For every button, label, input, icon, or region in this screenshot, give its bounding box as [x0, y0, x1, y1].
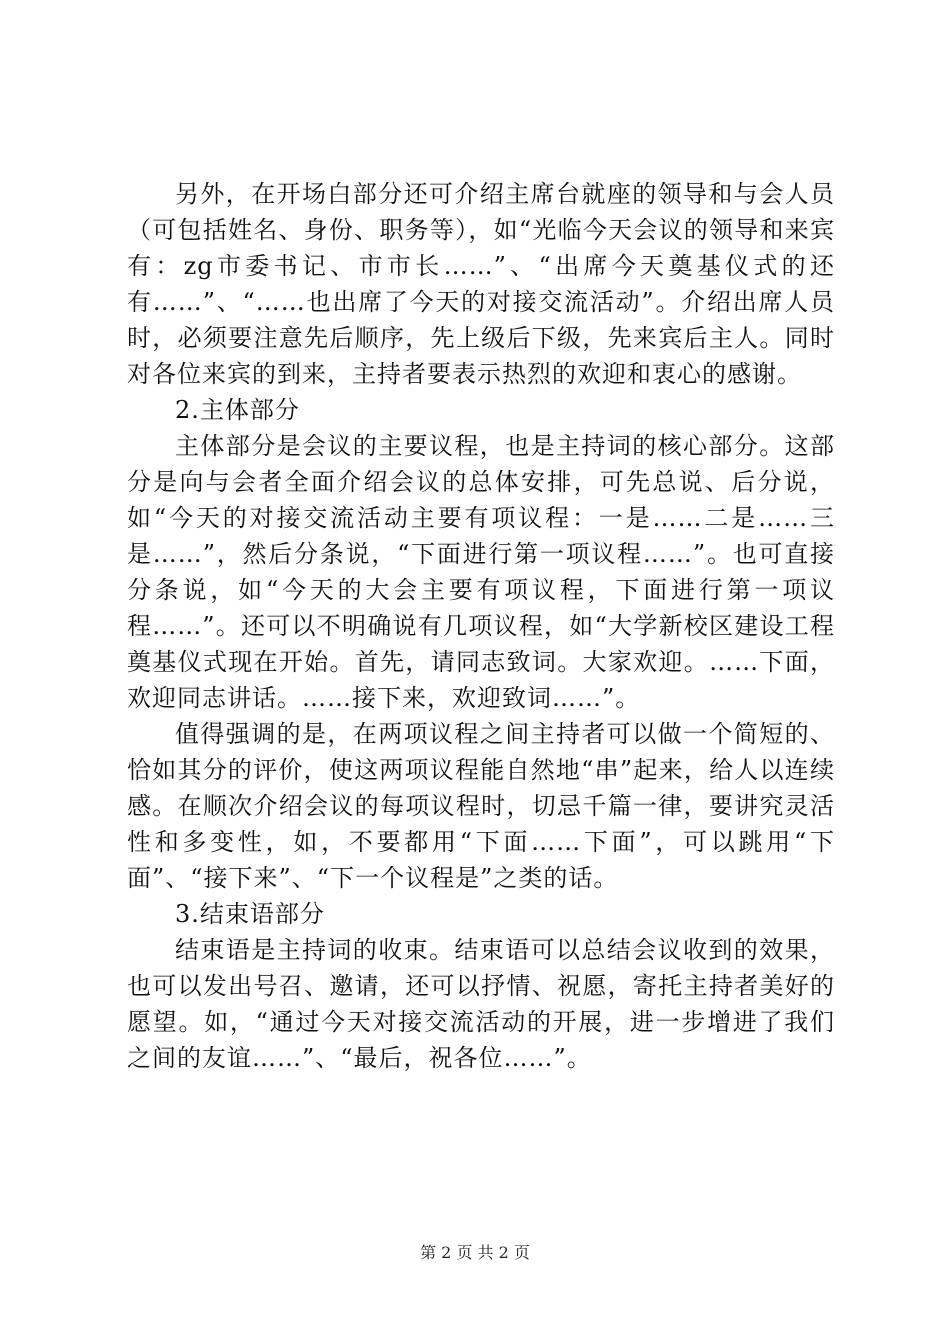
section-heading-closing: 3.结束语部分 [175, 900, 325, 928]
section-heading-main-body: 2.主体部分 [175, 396, 300, 424]
paragraph-main-body: 主体部分是会议的主要议程，也是主持词的核心部分。这部分是向与会者全面介绍会议的总体安排，可先总说、后分说，如“今天的对接交流活动主要有项议程：一是……二是……三是……”，然后分条说，“下面进行第一项议程……”。也可直接分条说，如“今天的大会主要有项议程，下面进行第一项议程……”。还可以不明确说有几项议程，如“大学新校区建设工程奠基仪式现在开始。首先，请同志致词。大家欢迎。……下面，欢迎同志讲话。……接下来，欢迎致词……”。 [127, 432, 835, 712]
paragraph-transitions: 值得强调的是，在两项议程之间主持者可以做一个简短的、恰如其分的评价，使这两项议程能自然地“串”起来，给人以连续感。在顺次介绍会议的每项议程时，切忌千篇一律，要讲究灵活性和多变性，如，不要都用“下面……下面”，可以跳用“下面”、“接下来”、“下一个议程是”之类的话。 [127, 720, 835, 892]
page-number-footer: 第 2 页 共 2 页 [420, 1243, 530, 1262]
document-body [127, 176, 835, 1076]
paragraph-closing: 结束语是主持词的收束。结束语可以总结会议收到的效果，也可以发出号召、邀请，还可以抒情、祝愿，寄托主持者美好的愿望。如，“通过今天对接交流活动的开展，进一步增进了我们之间的友谊……”、“最后，祝各位……”。 [127, 936, 835, 1072]
paragraph-attendees-intro: 另外，在开场白部分还可介绍主席台就座的领导和与会人员（可包括姓名、身份、职务等），如“光临今天会议的领导和来宾有：zg市委书记、市市长……”、“出席今天奠基仪式的还有……”、“……也出席了今天的对接交流活动”。介绍出席人员时，必须要注意先后顺序，先上级后下级，先来宾后主人。同时对各位来宾的到来，主持者要表示热烈的欢迎和衷心的感谢。 [127, 180, 835, 388]
